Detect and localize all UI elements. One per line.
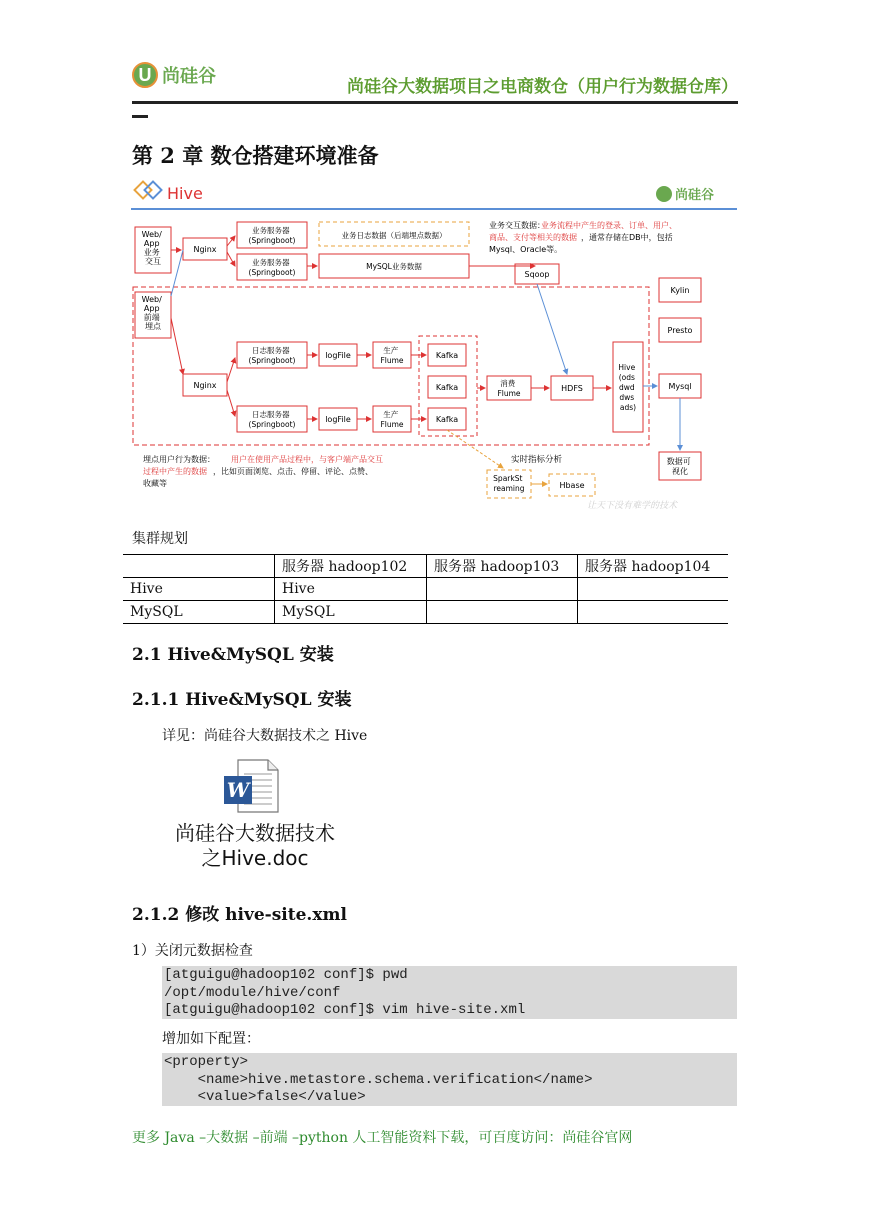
code-block-2 [162, 1053, 737, 1106]
box-biz-server-2: 业务服务器 (Springboot) [248, 258, 296, 277]
biz-note-suffix: ，通常存储在DB中，包括 [581, 233, 673, 242]
hive-label: Hive [167, 184, 203, 203]
table-cell [427, 578, 578, 601]
code-line: [atguigu@hadoop102 conf]$ vim hive-site.xml [164, 1002, 526, 1018]
track-note-suffix-2: 收藏等 [143, 479, 167, 488]
biz-note-red: 业务流程中产生的登录、订单、用户、 商品、支付等相关的数据 [489, 221, 677, 242]
logo-icon: U [132, 62, 158, 88]
footer-link[interactable]: 更多 Java –大数据 –前端 –python 人工智能资料下载，可百度访问：尚硅谷官网 [132, 1130, 633, 1146]
svg-text:W: W [226, 778, 250, 802]
biz-note-suffix-2: Mysql、Oracle等。 [489, 245, 563, 254]
table-row [123, 555, 728, 578]
box-hdfs: HDFS [561, 384, 583, 393]
box-mysql-biz: MySQL业务数据 [366, 262, 422, 271]
word-doc-icon[interactable] [222, 758, 280, 814]
box-kylin: Kylin [670, 286, 690, 295]
track-note-suffix: ，比如页面浏览、点击、停留、评论、点赞、 [213, 467, 373, 476]
attachment-label[interactable] [150, 821, 360, 871]
step-1: 1）关闭元数据检查 [132, 943, 253, 959]
chapter-title: 第 2 章 数仓搭建环境准备 [132, 143, 379, 168]
box-log-server-2: 日志服务器 (Springboot) [248, 410, 296, 429]
box-nginx-top: Nginx [193, 245, 217, 254]
table-cell: 服务器 hadoop103 [427, 555, 578, 578]
add-config-text: 增加如下配置： [162, 1031, 260, 1047]
table-cell: Hive [275, 578, 427, 601]
architecture-svg [131, 178, 737, 516]
attachment-line-1: 尚硅谷大数据技术 [175, 821, 335, 845]
header-title: 尚硅谷大数据项目之电商数仓（用户行为数据仓库） [347, 77, 738, 97]
box-web-app-top: Web/ App 业务 交互 [141, 230, 162, 266]
watermark: 让天下没有难学的技术 [587, 501, 678, 511]
section-2-1-heading: 2.1 Hive&MySQL 安装 [132, 645, 334, 665]
detail-text: 详见：尚硅谷大数据技术之 Hive [162, 728, 368, 744]
table-cell: MySQL [275, 601, 427, 624]
code-line: <name>hive.metastore.schema.verification</name> [164, 1071, 593, 1088]
track-note: 埋点用户行为数据： [143, 455, 215, 464]
architecture-diagram [131, 178, 737, 516]
section-2-1-1-heading: 2.1.1 Hive&MySQL 安装 [132, 690, 352, 710]
table-cell [578, 601, 729, 624]
box-kafka-1: Kafka [435, 351, 459, 360]
box-log-server-1: 日志服务器 (Springboot) [248, 346, 296, 365]
code-line: <value>false</value> [164, 1089, 366, 1105]
track-note-red: 用户在使用产品过程中，与客户端产品交互 过程中产生的数据 [143, 455, 383, 476]
section-2-1-2-heading: 2.1.2 修改 hive-site.xml [132, 905, 347, 925]
header-rule-tail [132, 115, 148, 118]
box-flume-cons: 消费 Flume [497, 379, 521, 398]
table-cell [427, 601, 578, 624]
cluster-caption: 集群规划 [132, 531, 188, 547]
table-cell: Hive [123, 578, 275, 601]
box-presto: Presto [667, 326, 693, 335]
box-logfile-1: logFile [325, 351, 351, 360]
code-line: <property> [164, 1054, 249, 1070]
table-cell [123, 555, 275, 578]
code-block-1 [162, 966, 737, 1019]
box-logfile-2: logFile [325, 415, 351, 424]
table-cell: 服务器 hadoop104 [578, 555, 729, 578]
box-sqoop: Sqoop [524, 270, 550, 279]
attachment-line-2: 之Hive.doc [201, 846, 309, 870]
box-mysql-out: Mysql [668, 382, 692, 391]
box-flume-prod-2: 生产 Flume [380, 410, 404, 429]
box-biz-server-1: 业务服务器 (Springboot) [248, 226, 296, 245]
code-line: [atguigu@hadoop102 conf]$ pwd [164, 967, 408, 983]
box-viz: 数据可 视化 [666, 457, 691, 476]
table-cell: MySQL [123, 601, 275, 624]
box-biz-log: 业务日志数据（后端埋点数据） [341, 231, 447, 240]
brand-name: 尚硅谷 [162, 66, 216, 87]
box-kafka-2: Kafka [435, 383, 459, 392]
table-row [123, 578, 728, 601]
diagram-logo: 尚硅谷 [675, 188, 715, 203]
box-nginx-bottom: Nginx [193, 381, 217, 390]
box-kafka-3: Kafka [435, 415, 459, 424]
table-cell: 服务器 hadoop102 [275, 555, 427, 578]
diagram-logo-icon [656, 186, 672, 202]
realtime-label: 实时指标分析 [511, 455, 563, 465]
header-rule [132, 101, 738, 104]
box-hbase: Hbase [559, 481, 585, 490]
biz-note: 业务交互数据： [489, 221, 545, 230]
code-line: /opt/module/hive/conf [164, 984, 341, 1001]
box-spark: SparkSt reaming [493, 474, 525, 493]
table-row [123, 601, 728, 624]
box-web-app-bottom: Web/ App 前端 埋点 [141, 295, 162, 331]
hive-logo-icon [135, 182, 162, 199]
cluster-table [123, 554, 728, 624]
box-hive-layers: Hive (ods dwd dws ads) [618, 363, 637, 412]
table-cell [578, 578, 729, 601]
brand-logo [132, 62, 216, 88]
box-flume-prod-1: 生产 Flume [380, 346, 404, 365]
